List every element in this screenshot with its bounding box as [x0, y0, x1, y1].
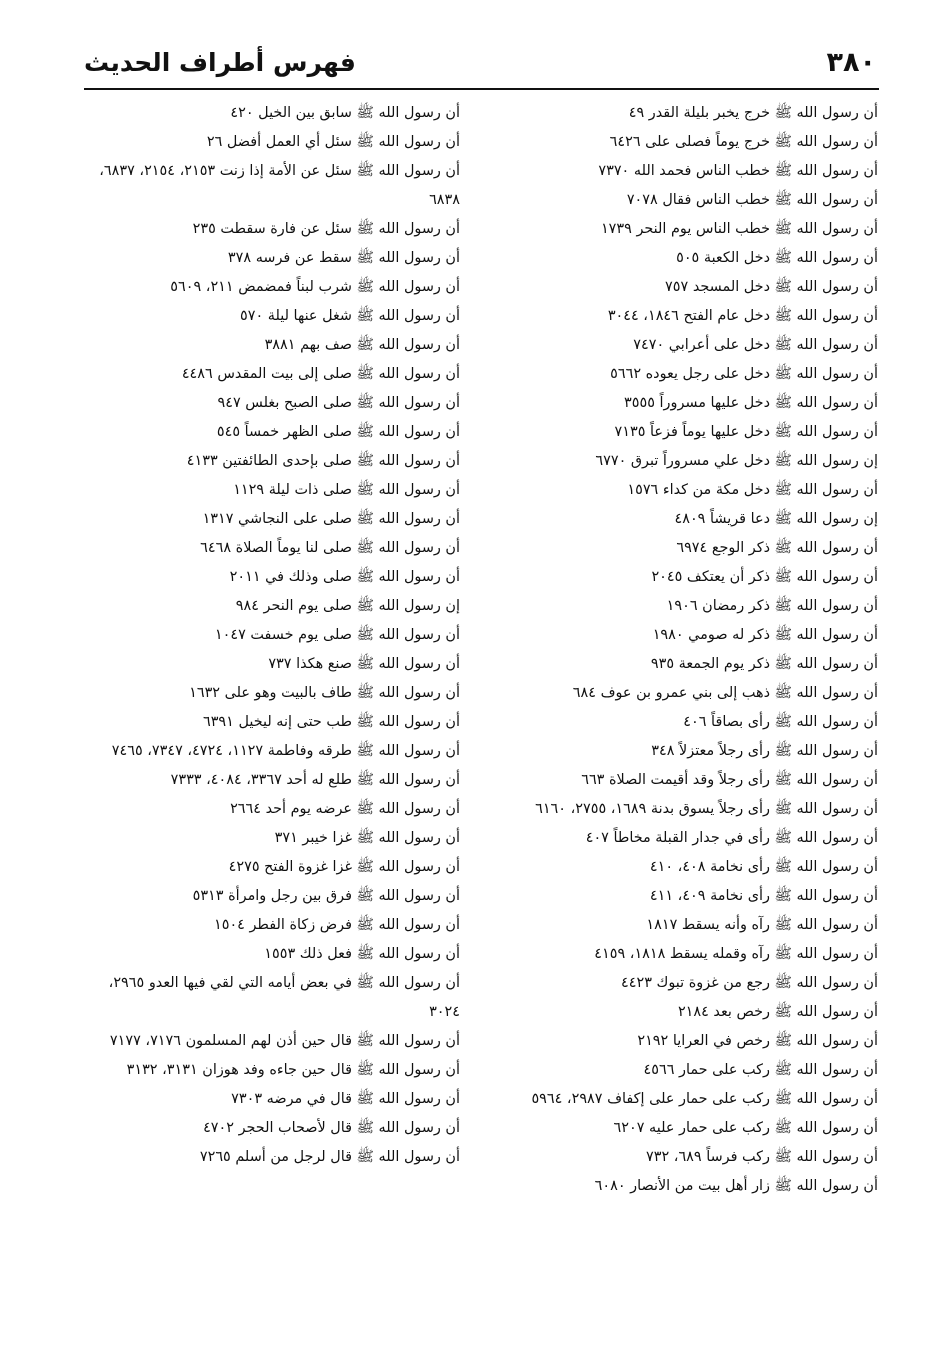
index-entry: إن رسول الله ﷺ دعا قريشاً ٤٨٠٩ — [674, 511, 878, 527]
index-entry: أن رسول الله ﷺ صلى ذات ليلة ١١٢٩ — [233, 482, 460, 498]
index-entry: أن رسول الله ﷺ زار أهل بيت من الأنصار ٦٠٨٠ — [594, 1178, 878, 1194]
index-entry: أن رسول الله ﷺ خطب الناس فقال ٧٠٧٨ — [626, 192, 878, 208]
index-entry: أن رسول الله ﷺ ذكر رمضان ١٩٠٦ — [666, 598, 878, 614]
index-entry: أن رسول الله ﷺ صلى على النجاشي ١٣١٧ — [202, 511, 460, 527]
index-entry: أن رسول الله ﷺ فعل ذلك ١٥٥٣ — [264, 946, 460, 962]
index-entry: أن رسول الله ﷺ دخل على رجل يعوده ٥٦٦٢ — [610, 366, 878, 382]
index-entry: أن رسول الله ﷺ سقط عن فرسه ٣٧٨ — [227, 250, 460, 266]
index-entry: أن رسول الله ﷺ رأى نخامة ٤٠٨، ٤١٠ — [649, 859, 878, 875]
index-entry: أن رسول الله ﷺ صلى وذلك في ٢٠١١ — [229, 569, 460, 585]
index-entry: أن رسول الله ﷺ رأى رجلاً معتزلاً ٣٤٨ — [651, 743, 878, 759]
index-entry: أن رسول الله ﷺ طاف بالبيت وهو على ١٦٣٢ — [189, 685, 460, 701]
index-entry: أن رسول الله ﷺ ركب على حمار ٤٥٦٦ — [643, 1062, 878, 1078]
index-entry: أن رسول الله ﷺ سئل عن الأمة إذا زنت ٢١٥٣، ٢١٥٤، ٦٨٣٧، ٦٨٣٨ — [99, 163, 460, 208]
index-entry: أن رسول الله ﷺ شغل عنها ليلة ٥٧٠ — [240, 308, 460, 324]
index-entry: أن رسول الله ﷺ ركب فرساً ٦٨٩، ٧٣٢ — [646, 1149, 878, 1165]
index-entry: أن رسول الله ﷺ غزا خيبر ٣٧١ — [274, 830, 460, 846]
index-entry: أن رسول الله ﷺ صلى الصبح بغلس ٩٤٧ — [217, 395, 460, 411]
index-entry: أن رسول الله ﷺ صلى الظهر خمساً ٥٤٥ — [216, 424, 460, 440]
index-entry: أن رسول الله ﷺ رأى رجلاً يسوق بدنة ١٦٨٩، ٢٧٥٥، ٦١٦٠ — [535, 801, 878, 817]
index-entry: أن رسول الله ﷺ قال لرجل من أسلم ٧٢٦٥ — [199, 1149, 460, 1165]
index-entry: أن رسول الله ﷺ ركب على حمار على إكفاف ٢٩٨٧، ٥٩٦٤ — [531, 1091, 878, 1107]
index-entry: أن رسول الله ﷺ رأى نخامة ٤٠٩، ٤١١ — [649, 888, 878, 904]
index-entry: أن رسول الله ﷺ قال لأصحاب الحجر ٤٧٠٢ — [203, 1120, 460, 1136]
index-entry: أن رسول الله ﷺ رأى رجلاً وقد أقيمت الصلاة ٦٦٣ — [581, 772, 878, 788]
index-entry: أن رسول الله ﷺ صلى بإحدى الطائفتين ٤١٣٣ — [186, 453, 460, 469]
index-entry: إن رسول الله ﷺ صلى يوم النحر ٩٨٤ — [235, 598, 460, 614]
index-entry: أن رسول الله ﷺ ذهب إلى بني عمرو بن عوف ٦٨٤ — [572, 685, 878, 701]
index-entry: أن رسول الله ﷺ دخل على أعرابي ٧٤٧٠ — [633, 337, 878, 353]
index-entry: أن رسول الله ﷺ صلى لنا يوماً الصلاة ٦٤٦٨ — [200, 540, 460, 556]
index-entry: أن رسول الله ﷺ دخل المسجد ٧٥٧ — [665, 279, 878, 295]
index-entry: أن رسول الله ﷺ دخل مكة من كداء ١٥٧٦ — [627, 482, 878, 498]
index-entry: أن رسول الله ﷺ رخص بعد ٢١٨٤ — [677, 1004, 878, 1020]
index-entry: أن رسول الله ﷺ رخص في العرايا ٢١٩٢ — [637, 1033, 878, 1049]
index-entry: أن رسول الله ﷺ فرق بين رجل وامرأة ٥٣١٣ — [192, 888, 460, 904]
index-entry: أن رسول الله ﷺ رجع من غزوة تبوك ٤٤٢٣ — [621, 975, 878, 991]
index-entry: أن رسول الله ﷺ دخل عليها مسروراً ٣٥٥٥ — [624, 395, 878, 411]
index-entry: أن رسول الله ﷺ سئل أي العمل أفضل ٢٦ — [206, 134, 460, 150]
index-entry: أن رسول الله ﷺ صف بهم ٣٨٨١ — [264, 337, 460, 353]
index-entry: أن رسول الله ﷺ دخل عام الفتح ١٨٤٦، ٣٠٤٤ — [607, 308, 878, 324]
index-entry: أن رسول الله ﷺ رآه وأنه يسقط ١٨١٧ — [646, 917, 878, 933]
index-entry: أن رسول الله ﷺ طلع له أحد ٣٣٦٧، ٤٠٨٤، ٧٣٣٣ — [170, 772, 460, 788]
index-entry: أن رسول الله ﷺ خرج يخبر بليلة القدر ٤٩ — [628, 105, 878, 121]
index-entry: أن رسول الله ﷺ ركب على حمار عليه ٦٢٠٧ — [613, 1120, 878, 1136]
index-entry: أن رسول الله ﷺ في بعض أيامه التي لقي فيها العدو ٢٩٦٥، ٣٠٢٤ — [108, 975, 460, 1020]
index-entry: أن رسول الله ﷺ صلى إلى بيت المقدس ٤٤٨٦ — [181, 366, 460, 382]
index-entry: أن رسول الله ﷺ سابق بين الخيل ٤٢٠ — [230, 105, 460, 121]
index-entry: أن رسول الله ﷺ سئل عن فارة سقطت ٢٣٥ — [192, 221, 460, 237]
index-entry: أن رسول الله ﷺ فرض زكاة الفطر ١٥٠٤ — [213, 917, 460, 933]
index-entry: أن رسول الله ﷺ غزا غزوة الفتح ٤٢٧٥ — [228, 859, 460, 875]
index-entry: أن رسول الله ﷺ عرضه يوم أحد ٢٦٦٤ — [230, 801, 460, 817]
index-entry: أن رسول الله ﷺ خطب الناس يوم النحر ١٧٣٩ — [600, 221, 878, 237]
index-entry: أن رسول الله ﷺ ذكر أن يعتكف ٢٠٤٥ — [651, 569, 878, 585]
page-header — [84, 44, 876, 82]
index-entry: إن رسول الله ﷺ دخل علي مسروراً تبرق ٦٧٧٠ — [595, 453, 878, 469]
index-entry: أن رسول الله ﷺ قال حين أذن لهم المسلمون ٧١٧٦، ٧١٧٧ — [109, 1033, 460, 1049]
index-entry: أن رسول الله ﷺ دخل الكعبة ٥٠٥ — [676, 250, 878, 266]
page-number: ٣٨٠ — [826, 47, 876, 78]
index-entry: أن رسول الله ﷺ طرقه وفاطمة ١١٢٧، ٤٧٢٤، ٧٣٤٧، ٧٤٦٥ — [111, 743, 460, 759]
index-entry: أن رسول الله ﷺ رأى بصاقاً ٤٠٦ — [683, 714, 878, 730]
index-entry: أن رسول الله ﷺ شرب لبناً فمضمض ٢١١، ٥٦٠٩ — [170, 279, 460, 295]
index-column-right — [493, 99, 878, 1201]
index-entry: أن رسول الله ﷺ قال في مرضه ٧٣٠٣ — [231, 1091, 460, 1107]
index-column-left — [80, 99, 460, 1172]
index-entry: أن رسول الله ﷺ دخل عليها يوماً فزعاً ٧١٣٥ — [614, 424, 878, 440]
index-entry: أن رسول الله ﷺ صنع هكذا ٧٣٧ — [268, 656, 460, 672]
header-rule — [84, 88, 879, 90]
index-entry: أن رسول الله ﷺ طب حتى إنه ليخيل ٦٣٩١ — [202, 714, 460, 730]
index-entry: أن رسول الله ﷺ رآه وقمله يسقط ١٨١٨، ٤١٥٩ — [594, 946, 878, 962]
index-entry: أن رسول الله ﷺ ذكر له صومي ١٩٨٠ — [652, 627, 878, 643]
index-entry: أن رسول الله ﷺ خرج يوماً فصلى على ٦٤٢٦ — [609, 134, 878, 150]
index-entry: أن رسول الله ﷺ ذكر يوم الجمعة ٩٣٥ — [650, 656, 878, 672]
index-entry: أن رسول الله ﷺ صلى يوم خسفت ١٠٤٧ — [214, 627, 460, 643]
index-entry: أن رسول الله ﷺ خطب الناس فحمد الله ٧٣٧٠ — [598, 163, 878, 179]
index-entry: أن رسول الله ﷺ ذكر الوجع ٦٩٧٤ — [676, 540, 878, 556]
index-entry: أن رسول الله ﷺ رأى في جدار القبلة مخاطاً ٤٠٧ — [585, 830, 878, 846]
running-title: فهرس أطراف الحديث — [84, 48, 356, 77]
index-entry: أن رسول الله ﷺ قال حين جاءه وفد هوزان ٣١٣١، ٣١٣٢ — [126, 1062, 460, 1078]
